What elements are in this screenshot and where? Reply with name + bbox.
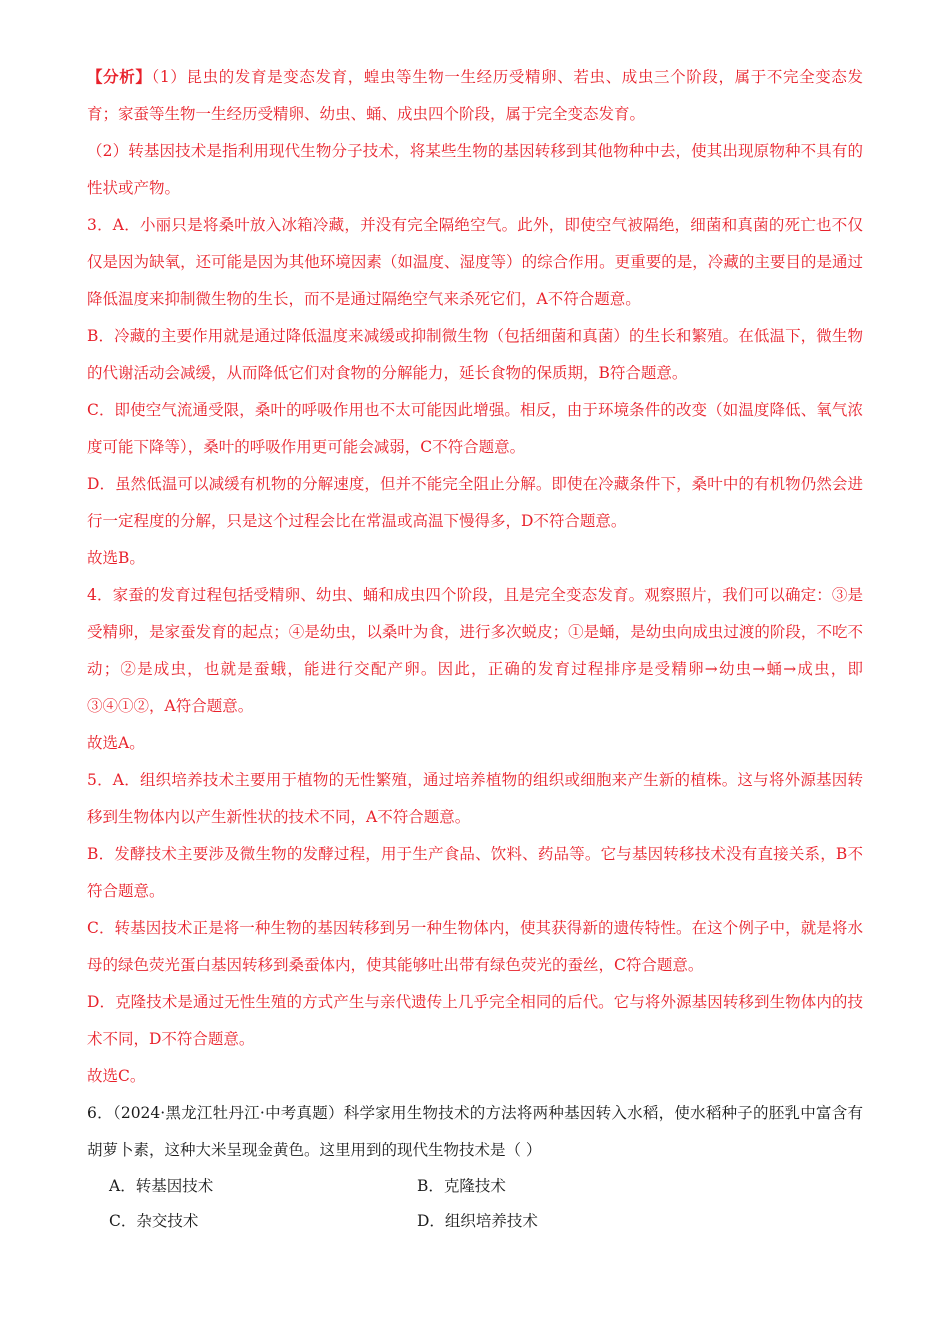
q6-option-c: C．杂交技术 [109,1212,199,1230]
q3-option-a-explanation: 3．A．小丽只是将桑叶放入冰箱冷藏，并没有完全隔绝空气。此外，即使空气被隔绝，细菌和真菌的死亡也不仅仅是因为缺氧，还可能是因为其他环境因素（如温度、湿度等）的综合作用。更重要的是，冷藏的主要目的是通过降低温度来抑制微生物的生长，而不是通过隔绝空气来杀死它们，A不符合题意。 [87,216,863,308]
q6-stem: 6．（2024·黑龙江牡丹江·中考真题）科学家用生物技术的方法将两种基因转入水稻，使水稻种子的胚乳中富含有胡萝卜素，这种大米呈现金黄色。这里用到的现代生物技术是（ ） [87,1104,863,1159]
q6-option-a: A．转基因技术 [109,1177,214,1195]
analysis-point-1 [87,58,863,133]
q6-option-d: D．组织培养技术 [417,1212,538,1230]
q5-option-d-explanation: D．克隆技术是通过无性生殖的方式产生与亲代遗传上几乎完全相同的后代。它与将外源基因转移到生物体内的技术不同，D不符合题意。 [87,993,863,1048]
q4-answer: 故选A。 [87,734,145,752]
q3-option-d-explanation: D．虽然低温可以减缓有机物的分解速度，但并不能完全阻止分解。即使在冷藏条件下，桑叶中的有机物仍然会进行一定程度的分解，只是这个过程会比在常温或高温下慢得多，D不符合题意。 [87,475,863,530]
analysis-point-2: （2）转基因技术是指利用现代生物分子技术，将某些生物的基因转移到其他物种中去，使其出现原物种不具有的性状或产物。 [87,142,863,197]
document-page [87,58,863,1239]
analysis-tag: 【分析】 [87,67,152,86]
q5-answer: 故选C。 [87,1067,146,1085]
q3-option-b-explanation: B．冷藏的主要作用就是通过降低温度来减缓或抑制微生物（包括细菌和真菌）的生长和繁殖。在低温下，微生物的代谢活动会减缓，从而降低它们对食物的分解能力，延长食物的保质期，B符合题意。 [87,327,863,382]
q3-answer: 故选B。 [87,549,145,567]
q6-options [87,1169,863,1239]
analysis-point-1-text: （1）昆虫的发育是变态发育，蝗虫等生物一生经历受精卵、若虫、成虫三个阶段，属于不完全变态发育；家蚕等生物一生经历受精卵、幼虫、蛹、成虫四个阶段，属于完全变态发育。 [87,68,863,123]
q5-option-b-explanation: B．发酵技术主要涉及微生物的发酵过程，用于生产食品、饮料、药品等。它与基因转移技术没有直接关系，B不符合题意。 [87,845,863,900]
q3-option-c-explanation: C．即使空气流通受限，桑叶的呼吸作用也不太可能因此增强。相反，由于环境条件的改变（如温度降低、氧气浓度可能下降等），桑叶的呼吸作用更可能会减弱，C不符合题意。 [87,401,863,456]
q5-option-a-explanation: 5．A．组织培养技术主要用于植物的无性繁殖，通过培养植物的组织或细胞来产生新的植株。这与将外源基因转移到生物体内以产生新性状的技术不同，A不符合题意。 [87,771,863,826]
q5-option-c-explanation: C．转基因技术正是将一种生物的基因转移到另一种生物体内，使其获得新的遗传特性。在这个例子中，就是将水母的绿色荧光蛋白基因转移到桑蚕体内，使其能够吐出带有绿色荧光的蚕丝，C符合题意。 [87,919,863,974]
q4-explanation: 4．家蚕的发育过程包括受精卵、幼虫、蛹和成虫四个阶段，且是完全变态发育。观察照片，我们可以确定：③是受精卵，是家蚕发育的起点；④是幼虫，以桑叶为食，进行多次蜕皮；①是蛹，是幼虫向成虫过渡的阶段，不吃不动；②是成虫，也就是蚕蛾，能进行交配产卵。因此，正确的发育过程排序是受精卵→幼虫→蛹→成虫，即③④①②，A符合题意。 [87,586,863,715]
q6-option-b: B．克隆技术 [417,1177,506,1195]
